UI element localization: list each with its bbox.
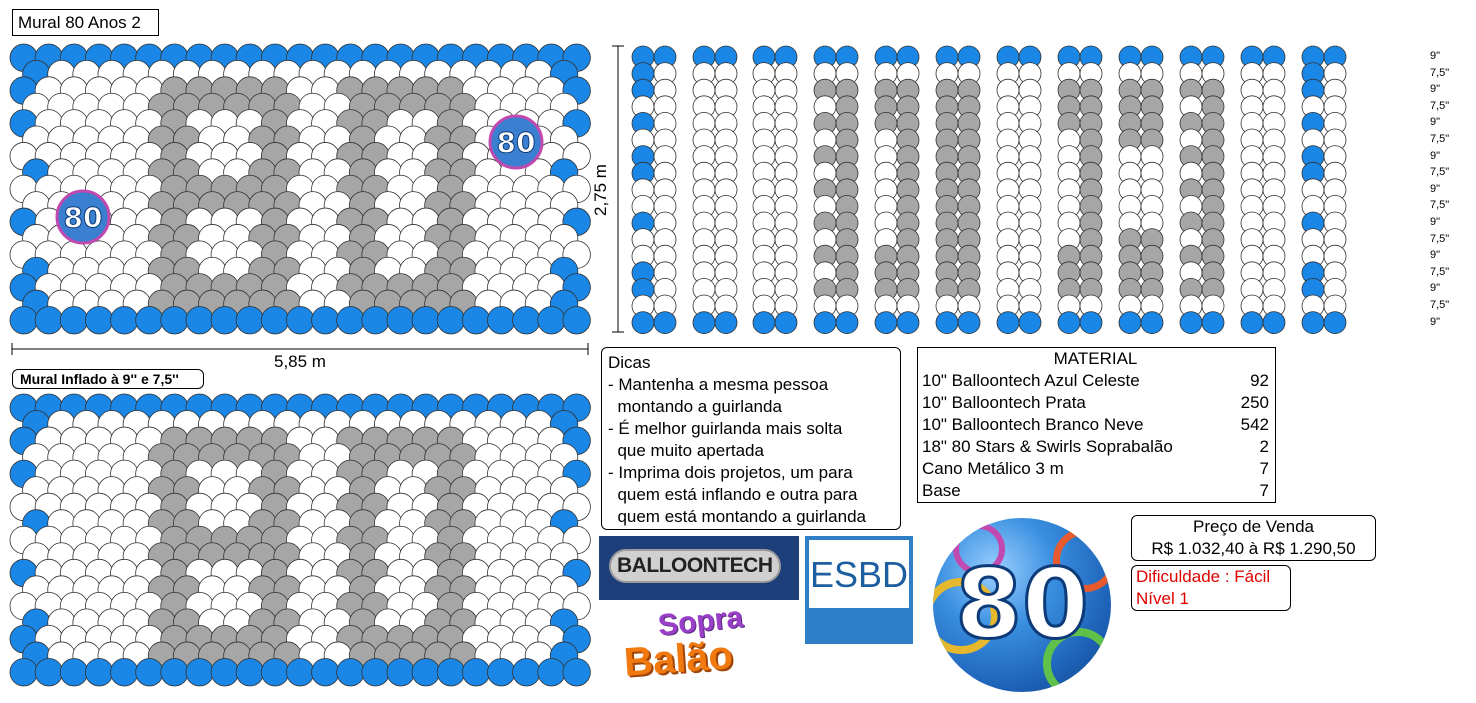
- garland-balloon: [1202, 312, 1224, 334]
- material-name: 18" 80 Stars & Swirls Soprabalão: [922, 437, 1173, 456]
- garland-balloon: [632, 312, 654, 334]
- mural-balloon: [563, 306, 591, 334]
- material-qty: 250: [1240, 393, 1269, 412]
- material-row: [922, 414, 1269, 436]
- mural-balloon: [538, 306, 566, 334]
- mural-balloon: [337, 306, 365, 334]
- balloon-size-label: 7,5": [1430, 199, 1450, 212]
- difficulty-level: Nível 1: [1136, 589, 1189, 608]
- balloon-size-label: 7,5": [1430, 299, 1450, 311]
- tip-line: quem está montando a guirlanda: [608, 507, 867, 526]
- mini-foil-80-number: 80: [63, 201, 103, 234]
- mural-balloon: [487, 306, 515, 334]
- inflated-mural-balloon: [161, 658, 189, 686]
- material-qty: 542: [1240, 415, 1269, 434]
- material-name: 10" Balloontech Azul Celeste: [922, 371, 1140, 390]
- inflated-mural-balloon: [10, 658, 38, 686]
- esbd-logo: [805, 536, 913, 644]
- material-qty: 7: [1259, 481, 1269, 500]
- tip-line: - Imprima dois projetos, um para: [608, 463, 853, 482]
- mural-balloon: [286, 306, 314, 334]
- tips-heading: Dicas: [608, 353, 651, 372]
- inflated-mural-balloon: [337, 658, 365, 686]
- balloon-size-label: 7,5": [1430, 99, 1450, 112]
- mural-balloon: [261, 306, 289, 334]
- balloon-size-label: 9": [1430, 315, 1441, 328]
- mural-balloon: [312, 306, 340, 334]
- garland-balloon: [1141, 312, 1163, 334]
- mini-foil-80-number: 80: [496, 126, 536, 159]
- inflated-mural-balloon: [563, 658, 591, 686]
- height-dimension-label: 2,75 m: [591, 164, 610, 216]
- inflated-mural-balloon: [136, 658, 164, 686]
- garland-balloon: [1324, 312, 1346, 334]
- material-name: Cano Metálico 3 m: [922, 459, 1064, 478]
- inflated-mural-balloon: [412, 658, 440, 686]
- material-row: [922, 458, 1269, 480]
- width-dimension-label: 5,85 m: [274, 352, 326, 371]
- difficulty-text: Dificuldade : Fácil: [1136, 567, 1271, 586]
- inflated-mural-balloon: [85, 658, 113, 686]
- inflated-mural-balloon: [513, 658, 541, 686]
- difficulty-box: [1131, 565, 1291, 611]
- price-label: Preço de Venda: [1193, 517, 1314, 536]
- mural-balloon: [211, 306, 239, 334]
- material-name: 10" Balloontech Prata: [922, 393, 1086, 412]
- foil-80-number: 80: [955, 548, 1089, 660]
- inflated-mural-balloon: [312, 658, 340, 686]
- garland-balloon: [715, 312, 737, 334]
- garland-balloon: [897, 312, 919, 334]
- garland-balloon: [775, 312, 797, 334]
- balloon-size-label: 7,5": [1430, 133, 1450, 145]
- mural-balloon: [513, 306, 541, 334]
- balloon-size-label: 9": [1430, 182, 1441, 195]
- garland-balloon: [753, 312, 775, 334]
- balloontech-logo-text: BALLOONTECH: [617, 554, 773, 577]
- balloon-size-label: 9": [1430, 83, 1441, 96]
- tip-line: quem está inflando e outra para: [608, 485, 858, 504]
- material-qty: 7: [1259, 459, 1269, 478]
- material-qty: 2: [1259, 437, 1269, 456]
- inflated-mural-balloon: [111, 658, 139, 686]
- mural-balloon: [186, 306, 214, 334]
- balao-logo-text: Balão: [622, 633, 735, 685]
- balloon-size-label: 9": [1430, 216, 1441, 228]
- material-row: [922, 392, 1269, 414]
- garland-balloon: [1058, 312, 1080, 334]
- page-title: Mural 80 Anos 2: [18, 13, 141, 32]
- inflated-mural-balloon: [437, 658, 465, 686]
- mural-balloon: [462, 306, 490, 334]
- garland-balloon: [1263, 312, 1285, 334]
- garland-balloon: [936, 312, 958, 334]
- mural-balloon: [60, 306, 88, 334]
- inflated-mural-balloon: [211, 658, 239, 686]
- mural-balloon: [161, 306, 189, 334]
- balloon-size-label: 9": [1430, 149, 1441, 162]
- balloontech-logo: [599, 536, 799, 600]
- inflated-mural-balloon: [538, 658, 566, 686]
- balloon-size-label: 7,5": [1430, 265, 1450, 278]
- mural-balloon: [362, 306, 390, 334]
- balloon-size-label: 7,5": [1430, 166, 1450, 179]
- inflated-mural-balloon: [487, 658, 515, 686]
- inflated-mural-balloon: [186, 658, 214, 686]
- price-box: [1131, 515, 1376, 561]
- inflated-mural-balloon: [362, 658, 390, 686]
- tip-line: que muito apertada: [608, 441, 764, 460]
- garland-balloon: [1019, 312, 1041, 334]
- inflated-label: Mural Inflado à 9'' e 7,5'': [20, 371, 179, 387]
- tip-line: - É melhor guirlanda mais solta: [608, 419, 843, 438]
- balloon-size-label: 9": [1430, 282, 1441, 295]
- garland-balloon: [1080, 312, 1102, 334]
- garland-balloon: [875, 312, 897, 334]
- inflated-mural-balloon: [286, 658, 314, 686]
- mural-balloon: [85, 306, 113, 334]
- material-row: [922, 436, 1269, 458]
- mural-balloon: [136, 306, 164, 334]
- garland-balloon: [836, 312, 858, 334]
- material-name: Base: [922, 481, 961, 500]
- balloon-size-label: 7,5": [1430, 232, 1450, 245]
- inflated-mural-balloon: [35, 658, 63, 686]
- mural-balloon: [35, 306, 63, 334]
- inflated-mural-balloon: [60, 658, 88, 686]
- inflated-label-box: [12, 369, 204, 389]
- garland-balloon: [814, 312, 836, 334]
- garland-balloon: [1180, 312, 1202, 334]
- tip-line: - Mantenha a mesma pessoa: [608, 375, 829, 394]
- garland-balloon: [693, 312, 715, 334]
- foil-80-balloon: [933, 518, 1111, 692]
- balloon-size-label: 9": [1430, 249, 1441, 262]
- price-value: R$ 1.032,40 à R$ 1.290,50: [1151, 539, 1356, 558]
- inflated-mural-balloon: [462, 658, 490, 686]
- material-box: [917, 347, 1276, 503]
- garland-balloon: [1119, 312, 1141, 334]
- sopra-balao-logo: [620, 600, 780, 691]
- inflated-mural-balloon: [387, 658, 415, 686]
- garland-balloon: [654, 312, 676, 334]
- mural-balloon: [387, 306, 415, 334]
- tips-box: [601, 347, 901, 530]
- inflated-mural-balloon: [236, 658, 264, 686]
- garland-balloon: [958, 312, 980, 334]
- material-row: [922, 370, 1269, 392]
- garland-balloon: [1241, 312, 1263, 334]
- inflated-mural-balloon: [261, 658, 289, 686]
- balloon-size-label: 7,5": [1430, 66, 1450, 79]
- material-qty: 92: [1250, 371, 1269, 390]
- mural-balloon: [111, 306, 139, 334]
- esbd-logo-text: ESBD: [809, 554, 909, 595]
- mural-balloon: [10, 306, 38, 334]
- mural-balloon: [437, 306, 465, 334]
- tip-line: montando a guirlanda: [608, 397, 782, 416]
- mural-balloon: [236, 306, 264, 334]
- material-heading: MATERIAL: [1053, 349, 1138, 368]
- balloon-size-label: 9": [1430, 116, 1441, 129]
- balloon-size-label: 9": [1430, 50, 1441, 62]
- garland-balloon: [1302, 312, 1324, 334]
- garland-balloon: [997, 312, 1019, 334]
- sopra-logo-text: Sopra: [656, 600, 745, 643]
- material-row: [922, 480, 1269, 502]
- mural-balloon: [412, 306, 440, 334]
- material-name: 10" Balloontech Branco Neve: [922, 415, 1144, 434]
